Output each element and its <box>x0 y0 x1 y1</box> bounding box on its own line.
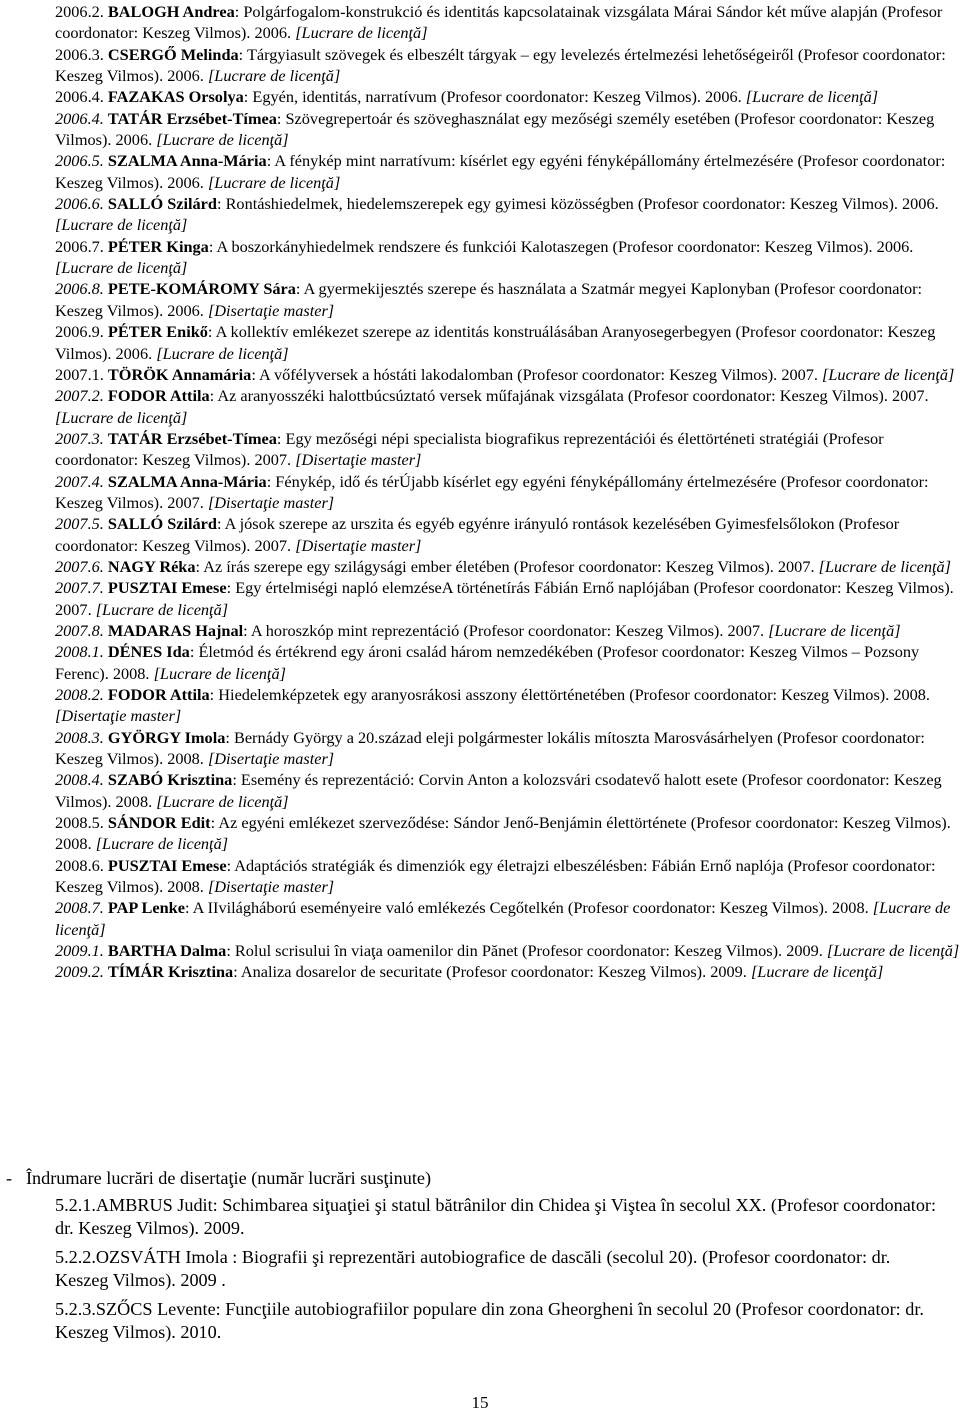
entry-number: 2008.1. <box>55 642 104 662</box>
dissertation-list <box>55 1194 945 1350</box>
entry-number: 2008.7. <box>55 898 104 918</box>
entry-author: PAP Lenke <box>107 898 185 918</box>
entry-title: Rolul scrisului în viaţa oamenilor din Pănet (Profesor coordonator: Keszeg Vilmos). 2009. <box>234 941 823 961</box>
entry-number: 2006.4. <box>55 87 104 107</box>
thesis-entry: 2007.4. SZALMA Anna-Mária: Fénykép, idő és térÚjabb kísérlet egy egyéni fényképállomány értelmezésére (Profesor coordonator: Keszeg Vilmos). 2007. [Disertaţie master] <box>55 471 929 512</box>
entry-author: FODOR Attila <box>107 685 210 704</box>
thesis-entry: 2009.1. BARTHA Dalma: Rolul scrisului în viaţa oamenilor din Pănet (Profesor coordonator: Keszeg Vilmos). 2009. [Lucrare de licenţă] <box>55 941 960 961</box>
thesis-entry: 2007.6. NAGY Réka: Az írás szerepe egy szilágysági ember életében (Profesor coordonator: Keszeg Vilmos). 2007. [Lucrare de licenţă] <box>55 556 951 576</box>
entry-author: BALOGH Andrea <box>107 2 235 21</box>
thesis-entry: 2008.1. DÉNES Ida: Életmód és értékrend egy ároni család három nemzedékében (Profesor coordonator: Keszeg Vilmos – Pozsony Ferenc). 2008. [Lucrare de licenţă] <box>55 642 920 683</box>
entry-author: SZALMA Anna-Mária <box>107 151 267 171</box>
thesis-entry: 2006.3. CSERGŐ Melinda: Tárgyiasult szövegek és elbeszélt tárgyak – egy levelezés értelmezési lehetőségeiről (Profesor coordonator: Keszeg Vilmos). 2006. [Lucrare de licenţă] <box>55 44 946 86</box>
entry-number: 2006.4. <box>55 108 104 128</box>
entry-type: [Disertaţie master] <box>295 535 422 555</box>
thesis-entry: 2006.4. TATÁR Erzsébet-Tímea: Szövegrepertoár és szöveghasználat egy mezőségi személy esetében (Profesor coordonator: Keszeg Vilmos). 2006. [Lucrare de licenţă] <box>55 108 935 150</box>
section-heading <box>6 1167 431 1190</box>
entry-author: TATÁR Erzsébet-Tímea <box>107 428 277 448</box>
entry-number: 2006.9. <box>55 322 104 342</box>
entry-author: DÉNES Ida <box>107 642 190 662</box>
entry-author: SÁNDOR Edit <box>107 813 211 833</box>
entry-author: PETE-KOMÁROMY Sára <box>107 279 296 299</box>
entry-type: [Lucrare de licenţă] <box>55 898 951 939</box>
entry-type: [Lucrare de licenţă] <box>95 599 229 619</box>
entry-type: [Lucrare de licenţă] <box>55 258 188 278</box>
thesis-entry: 2006.5. SZALMA Anna-Mária: A fénykép mint narratívum: kísérlet egy egyéni fényképállomány értelmezésére (Profesor coordonator: Keszeg Vilmos). 2006. [Lucrare de licenţă] <box>55 151 946 192</box>
entry-author: CSERGŐ Melinda <box>107 44 239 64</box>
entry-title: Az írás szerepe egy szilágysági ember életében (Profesor coordonator: Keszeg Vilmos). 2007. <box>203 556 815 576</box>
entry-type: [Lucrare de licenţă] <box>745 87 879 107</box>
entry-type: [Lucrare de licenţă] <box>207 172 341 192</box>
entry-type: [Lucrare de licenţă] <box>818 556 951 576</box>
entry-type: [Lucrare de licenţă] <box>156 791 289 811</box>
entry-title: Adaptációs stratégiák és dimenziók egy életrajzi elbeszélésben: Fábián Ernő naplója (Profesor coordonator: Keszeg Vilmos). 2008. <box>55 855 936 897</box>
entry-title: Szövegrepertoár és szöveghasználat egy mezőségi személy esetében (Profesor coordonator: Keszeg Vilmos). 2006. <box>55 108 935 150</box>
entry-type: [Disertaţie master] <box>207 300 335 320</box>
entry-title: A horoszkóp mint reprezentáció (Profesor coordonator: Keszeg Vilmos). 2007. <box>250 620 765 640</box>
entry-title: A kollektív emlékezet szerepe az identitás konstruálásában Aranyosegerbegyen (Profesor coordonator: Keszeg Vilmos). 2006. <box>55 322 936 363</box>
entry-title: Bernády György a 20.század eleji polgármester lokális mítosztа Marosvásárhelyen (Profesor coordonator: Keszeg Vilmos). 2008. <box>55 727 925 769</box>
thesis-entry: 2006.9. PÉTER Enikő: A kollektív emlékezet szerepe az identitás konstruálásában Aranyosegerbegyen (Profesor coordonator: Keszeg Vilmos). 2006. [Lucrare de licenţă] <box>55 322 936 363</box>
entry-author: MADARAS Hajnal <box>107 620 244 640</box>
entry-number: 2008.2. <box>55 685 104 704</box>
entry-number: 2006.7. <box>55 236 104 256</box>
entry-number: 2008.4. <box>55 770 104 790</box>
thesis-entry: 2007.1. TÖRÖK Annamária: A vőfélyversek a hóstáti lakodalomban (Profesor coordonator: Keszeg Vilmos). 2007. [Lucrare de licenţă] <box>55 364 955 384</box>
entry-title: Tárgyiasult szövegek és elbeszélt tárgyak – egy levelezés értelmezési lehetőségeiről (Profesor coordonator: Keszeg Vilmos). 2006. <box>55 44 946 86</box>
entry-type: [Lucrare de licenţă] <box>750 962 884 982</box>
entry-author: TATÁR Erzsébet-Tímea <box>107 108 277 128</box>
thesis-entry: 2008.2. FODOR Attila: Hiedelemképzetek egy aranyosrákosi asszony élettörténetében (Profesor coordonator: Keszeg Vilmos). 2008. [Disertaţie master] <box>55 685 930 726</box>
thesis-entry: 2006.7. PÉTER Kinga: A boszorkányhiedelmek rendszere és funkciói Kalotaszegen (Profesor coordonator: Keszeg Vilmos). 2006. [Lucrare de licenţă] <box>55 236 914 278</box>
entry-author: SZALMA Anna-Mária <box>107 471 267 491</box>
entry-author: PÉTER Kinga <box>107 236 209 256</box>
entry-author: FODOR Attila <box>107 386 210 406</box>
entry-author: FAZAKAS Orsolya <box>107 87 244 107</box>
entry-author: PUSZTAI Emese <box>107 855 227 875</box>
entry-number: 2006.6. <box>55 194 104 214</box>
entry-type: [Lucrare de licenţă] <box>95 834 229 854</box>
thesis-entry: 2006.6. SALLÓ Szilárd: Rontáshiedelmek, hiedelemszerepek egy gyimesi közösségben (Profesor coordonator: Keszeg Vilmos). 2006. [Lucrare de licenţă] <box>55 194 939 235</box>
entry-number: 2006.5. <box>55 151 104 171</box>
entry-title: Az aranyosszéki halottbúcsúztató versek műfajának vizsgálata (Profesor coordonator: Keszeg Vilmos). 2007. <box>217 386 929 406</box>
entry-title: Az egyéni emlékezet szerveződése: Sándor Jenő-Benjámin élettörténete (Profesor coordonator: Keszeg Vilmos). 2008. <box>55 813 951 854</box>
thesis-entry: 2008.3. GYÖRGY Imola: Bernády György a 20.század eleji polgármester lokális mítosztа Marosvásárhelyen (Profesor coordonator: Keszeg Vilmos). 2008. [Disertaţie master] <box>55 727 925 769</box>
page-number: 15 <box>471 1393 489 1412</box>
entry-type: [Disertaţie master] <box>295 450 422 470</box>
entry-author: PÉTER Enikő <box>107 322 208 342</box>
entry-number: 2008.3. <box>55 727 104 747</box>
entry-title: A boszorkányhiedelmek rendszere és funkciói Kalotaszegen (Profesor coordonator: Keszeg Vilmos). 2006. <box>216 236 914 256</box>
thesis-entry: 2007.8. MADARAS Hajnal: A horoszkóp mint reprezentáció (Profesor coordonator: Keszeg Vilmos). 2007. [Lucrare de licenţă] <box>55 620 901 640</box>
entry-title: Analiza dosarelor de securitate (Profesor coordonator: Keszeg Vilmos). 2009. <box>240 962 747 982</box>
entry-number: 2007.4. <box>55 471 104 491</box>
entry-number: 2007.7. <box>55 578 104 598</box>
entry-number: 2007.8. <box>55 620 104 640</box>
entry-type: [Lucrare de licenţă] <box>207 66 341 86</box>
entry-type: [Lucrare de licenţă] <box>153 663 286 683</box>
entry-author: BARTHA Dalma <box>107 941 227 961</box>
thesis-entry: 2008.4. SZABÓ Krisztina: Esemény és reprezentáció: Corvin Anton a kolozsvári csodatevő halott esete (Profesor coordonator: Keszeg Vilmos). 2008. [Lucrare de licenţă] <box>55 770 942 811</box>
thesis-entry: 2007.5. SALLÓ Szilárd: A jósok szerepe az urszita és egyéb egyénre irányuló rontások kezelésében Gyimesfelsőlokon (Profesor coordonator: Keszeg Vilmos). 2007. [Disertaţie master] <box>55 514 900 555</box>
entry-number: 2007.1. <box>55 364 104 384</box>
entry-author: TÍMÁR Krisztina <box>107 962 234 982</box>
entry-author: GYÖRGY Imola <box>107 727 226 747</box>
list-dash: - <box>6 1168 13 1188</box>
entry-type: [Lucrare de licenţă] <box>295 23 428 43</box>
entry-number: 2006.3. <box>55 44 104 64</box>
dissertation-item: 5.2.3.SZŐCS Levente: Funcţiile autobiografiilor populare din zona Gheorgheni în secolul 20 (Profesor coordonator: dr. Keszeg Vilmos). 2010. <box>55 1299 924 1342</box>
entry-title: Egyén, identitás, narratívum (Profesor coordonator: Keszeg Vilmos). 2006. <box>252 87 742 107</box>
entry-number: 2006.8. <box>55 279 104 299</box>
entry-type: [Lucrare de licenţă] <box>156 343 289 363</box>
entry-type: [Lucrare de licenţă] <box>55 407 188 427</box>
entry-number: 2007.6. <box>55 556 104 576</box>
entry-number: 2008.5. <box>55 813 104 833</box>
dissertation-item: 5.2.2.OZSVÁTH Imola : Biografii şi reprezentări autobiografice de dascăli (secolul 20). (Profesor coordonator: dr. Keszeg Vilmos). 2009 . <box>55 1247 891 1290</box>
entry-author: PUSZTAI Emese <box>107 578 227 598</box>
license-thesis-list <box>55 1 960 983</box>
thesis-entry: 2006.8. PETE-KOMÁROMY Sára: A gyermekijesztés szerepe és használata a Szatmár megyei Kaplonyban (Profesor coordonator: Keszeg Vilmos). 2006. [Disertaţie master] <box>55 279 923 320</box>
entry-number: 2007.5. <box>55 514 104 534</box>
thesis-entry: 2008.6. PUSZTAI Emese: Adaptációs stratégiák és dimenziók egy életrajzi elbeszélésben: Fábián Ernő naplója (Profesor coordonator: Keszeg Vilmos). 2008. [Disertaţie master] <box>55 855 936 897</box>
entry-number: 2007.3. <box>55 428 104 448</box>
entry-type: [Lucrare de licenţă] <box>55 215 188 235</box>
entry-number: 2009.1. <box>55 941 104 961</box>
entry-title: Esemény és reprezentáció: Corvin Anton a kolozsvári csodatevő halott esete (Profesor coordonator: Keszeg Vilmos). 2008. <box>55 770 942 811</box>
entry-title: A IIvilágháború eseményeire való emlékezés Cegőtelkén (Profesor coordonator: Keszeg Vilmos). 2008. <box>192 898 869 918</box>
entry-author: SALLÓ Szilárd <box>107 514 217 534</box>
entry-author: NAGY Réka <box>107 556 196 576</box>
entry-title: Fénykép, idő és térÚjabb kísérlet egy egyéni fényképállomány értelmezésére (Profesor coordonator: Keszeg Vilmos). 2007. <box>55 471 929 512</box>
entry-type: [Lucrare de licenţă] <box>768 620 901 640</box>
thesis-entry: 2007.7. PUSZTAI Emese: Egy értelmiségi napló elemzéseA történetírás Fábián Ernő naplójában (Profesor coordonator: Keszeg Vilmos). 2007. [Lucrare de licenţă] <box>55 578 954 619</box>
entry-type: [Disertaţie master] <box>207 492 335 512</box>
thesis-entry: 2008.7. PAP Lenke: A IIvilágháború eseményeire való emlékezés Cegőtelkén (Profesor coordonator: Keszeg Vilmos). 2008. [Lucrare de licenţă] <box>55 898 951 939</box>
entry-number: 2008.6. <box>55 855 104 875</box>
entry-title: A fénykép mint narratívum: kísérlet egy egyéni fényképállomány értelmezésére (Profesor coordonator: Keszeg Vilmos). 2006. <box>55 151 946 192</box>
entry-title: Egy mezőségi népi specialista biografikus reprezentációi és élettörténeti stratégiái (Profesor coordonator: Keszeg Vilmos). 2007. <box>55 428 884 470</box>
entry-type: [Lucrare de licenţă] <box>826 941 960 961</box>
thesis-entry: 2006.4. FAZAKAS Orsolya: Egyén, identitás, narratívum (Profesor coordonator: Keszeg Vilmos). 2006. [Lucrare de licenţă] <box>55 87 879 107</box>
thesis-entry: 2007.2. FODOR Attila: Az aranyosszéki halottbúcsúztató versek műfajának vizsgálata (Profesor coordonator: Keszeg Vilmos). 2007. [Lucrare de licenţă] <box>55 386 929 427</box>
thesis-entry: 2007.3. TATÁR Erzsébet-Tímea: Egy mezőségi népi specialista biografikus reprezentációi és élettörténeti stratégiái (Profesor coordonator: Keszeg Vilmos). 2007. [Disertaţie master] <box>55 428 884 470</box>
dissertation-item: 5.2.1.AMBRUS Judit: Schimbarea siţuaţiei şi statul bătrânilor din Chidea şi Viştea în secolul XX. (Profesor coordonator: dr. Keszeg Vilmos). 2009. <box>55 1195 937 1238</box>
entry-number: 2007.2. <box>55 386 104 406</box>
entry-title: A vőfélyversek a hóstáti lakodalomban (Profesor coordonator: Keszeg Vilmos). 2007. <box>259 364 818 384</box>
entry-title: Egy értelmiségi napló elemzéseA történetírás Fábián Ernő naplójában (Profesor coordonator: Keszeg Vilmos). 2007. <box>55 578 954 619</box>
entry-type: [Lucrare de licenţă] <box>156 130 289 150</box>
entry-type: [Lucrare de licenţă] <box>822 364 955 384</box>
entry-title: A jósok szerepe az urszita és egyéb egyénre irányuló rontások kezelésében Gyimesfelsőlokon (Profesor coordonator: Keszeg Vilmos). 2007. <box>55 514 900 555</box>
entry-author: SALLÓ Szilárd <box>107 194 217 214</box>
entry-title: Életmód és értékrend egy ároni család három nemzedékében (Profesor coordonator: Keszeg Vilmos – Pozsony Ferenc). 2008. <box>55 642 920 683</box>
thesis-entry: 2006.2. BALOGH Andrea: Polgárfogalom-konstrukció és identitás kapcsolatainak vizsgálata Márai Sándor két műve alapján (Profesor coordonator: Keszeg Vilmos). 2006. [Lucrare de licenţă] <box>55 2 943 43</box>
entry-title: A gyermekijesztés szerepe és használata a Szatmár megyei Kaplonyban (Profesor coordonator: Keszeg Vilmos). 2006. <box>55 279 923 320</box>
entry-number: 2006.2. <box>55 2 104 21</box>
entry-type: [Disertaţie master] <box>55 706 182 726</box>
entry-author: SZABÓ Krisztina <box>107 770 233 790</box>
entry-title: Rontáshiedelmek, hiedelemszerepek egy gyimesi közösségben (Profesor coordonator: Keszeg Vilmos). 2006. <box>225 194 939 214</box>
entry-title: Polgárfogalom-konstrukció és identitás kapcsolatainak vizsgálata Márai Sándor két műve alapján (Profesor coordonator: Keszeg Vilmos). 2006. <box>55 2 943 43</box>
entry-type: [Disertaţie master] <box>207 749 335 769</box>
entry-author: TÖRÖK Annamária <box>107 364 252 384</box>
entry-type: [Disertaţie master] <box>207 877 335 897</box>
entry-title: Hiedelemképzetek egy aranyosrákosi asszony élettörténetében (Profesor coordonator: Keszeg Vilmos). 2008. <box>218 685 930 704</box>
thesis-entry: 2009.2. TÍMÁR Krisztina: Analiza dosarelor de securitate (Profesor coordonator: Keszeg Vilmos). 2009. [Lucrare de licenţă] <box>55 962 884 982</box>
thesis-entry: 2008.5. SÁNDOR Edit: Az egyéni emlékezet szerveződése: Sándor Jenő-Benjámin élettörténete (Profesor coordonator: Keszeg Vilmos). 2008. [Lucrare de licenţă] <box>55 813 951 854</box>
section-heading-text: Îndrumare lucrări de disertaţie (număr lucrări susţinute) <box>26 1168 432 1188</box>
entry-number: 2009.2. <box>55 962 104 982</box>
